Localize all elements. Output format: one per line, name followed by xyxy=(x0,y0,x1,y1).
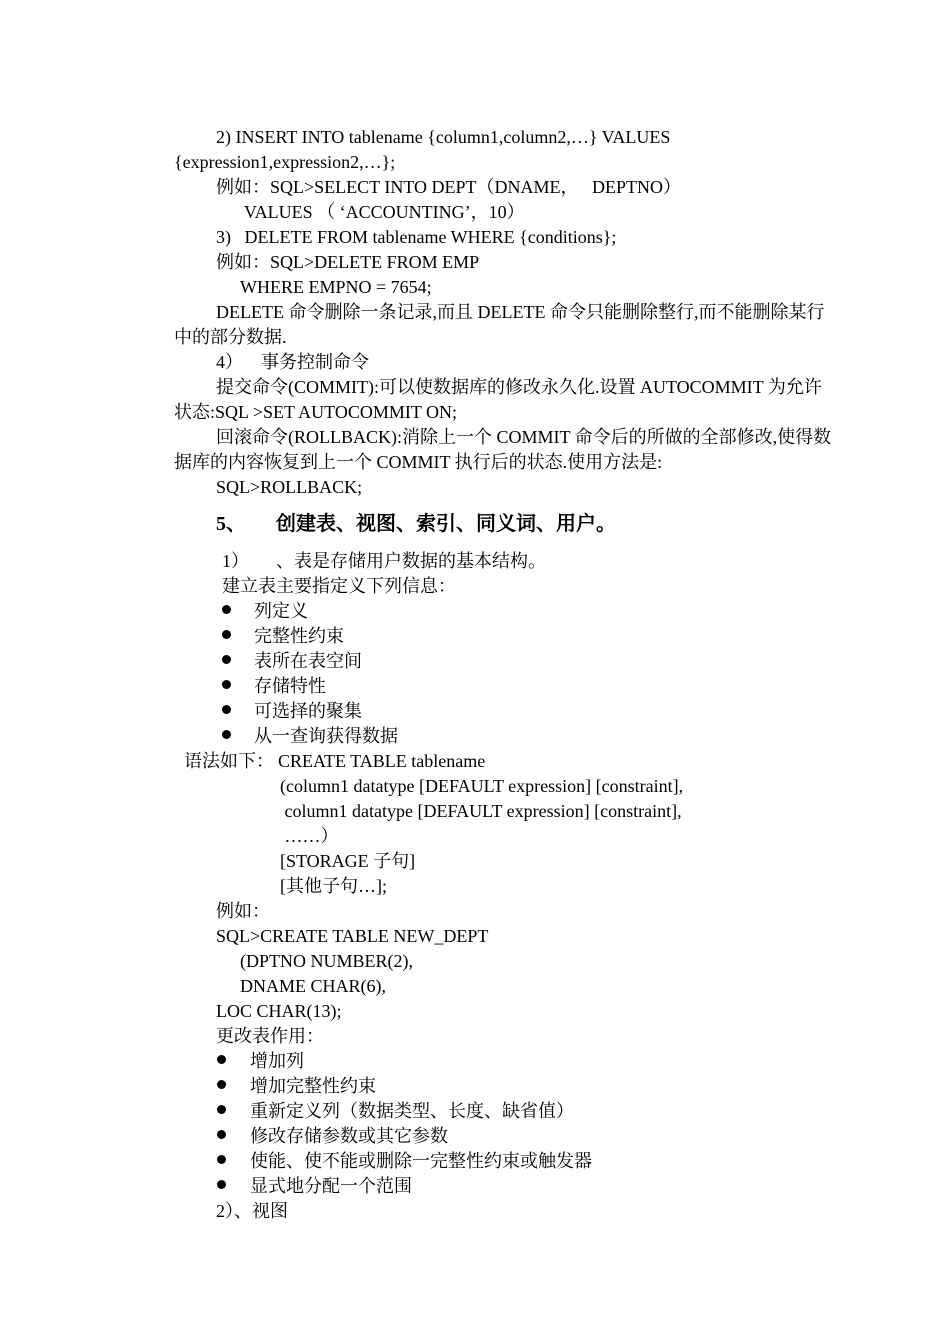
table-bullet-item: 从一查询获得数据 xyxy=(254,726,398,746)
syntax-line: [STORAGE 子句] xyxy=(280,851,416,871)
commit-description: 提交命令(COMMIT):可以使数据库的修改永久化.设置 AUTOCOMMIT 为允许 xyxy=(216,377,822,397)
view-heading: 2）、视图 xyxy=(216,1201,288,1221)
syntax-line: ……） xyxy=(280,826,339,846)
example-line: (DPTNO NUMBER(2), xyxy=(240,951,413,971)
alter-bullet-item: 修改存储参数或其它参数 xyxy=(250,1126,448,1146)
insert-syntax-line: 2) INSERT INTO tablename {column1,column2,…} VALUES xyxy=(216,127,671,147)
bullet-icon xyxy=(222,730,231,739)
table-bullet-item: 列定义 xyxy=(254,601,308,621)
bullet-icon xyxy=(222,680,231,689)
alter-bullet-item: 使能、使不能或删除一完整性约束或触发器 xyxy=(250,1151,592,1171)
bullet-icon xyxy=(217,1155,226,1164)
syntax-line: column1 datatype [DEFAULT expression] [constraint], xyxy=(280,801,682,821)
rollback-example: SQL>ROLLBACK; xyxy=(216,477,363,497)
table-bullet-item: 存储特性 xyxy=(254,676,326,696)
commit-description-continuation: 状态:SQL >SET AUTOCOMMIT ON; xyxy=(174,402,458,422)
syntax-label: 语法如下： xyxy=(184,751,274,771)
syntax-line: (column1 datatype [DEFAULT expression] [constraint], xyxy=(280,776,684,796)
table-intro: 1） 、表是存储用户数据的基本结构。 xyxy=(222,551,546,571)
bullet-icon xyxy=(222,605,231,614)
bullet-icon xyxy=(217,1055,226,1064)
bullet-icon xyxy=(217,1080,226,1089)
example-line: SQL>CREATE TABLE NEW_DEPT xyxy=(216,926,489,946)
example-label: 例如： xyxy=(216,901,270,921)
bullet-icon xyxy=(217,1105,226,1114)
alter-bullet-item: 显式地分配一个范围 xyxy=(250,1176,412,1196)
insert-syntax-continuation: {expression1,expression2,…}; xyxy=(174,152,396,172)
delete-description-continuation: 中的部分数据. xyxy=(174,327,287,347)
insert-example-line: 例如：SQL>SELECT INTO DEPT（DNAME， DEPTNO） xyxy=(216,177,681,197)
delete-example-line: 例如：SQL>DELETE FROM EMP xyxy=(216,252,480,272)
alter-bullet-item: 重新定义列（数据类型、长度、缺省值） xyxy=(250,1101,574,1121)
example-line: DNAME CHAR(6), xyxy=(240,976,386,996)
transaction-heading: 4） 事务控制命令 xyxy=(216,352,369,372)
delete-example-where: WHERE EMPNO = 7654; xyxy=(240,277,432,297)
bullet-icon xyxy=(217,1180,226,1189)
section-heading: 5、 创建表、视图、索引、同义词、用户。 xyxy=(216,513,616,535)
syntax-line: CREATE TABLE tablename xyxy=(278,751,486,771)
delete-syntax-line: 3) DELETE FROM tablename WHERE {conditions}; xyxy=(216,227,617,247)
bullet-icon xyxy=(222,655,231,664)
alter-label: 更改表作用： xyxy=(216,1026,324,1046)
table-bullet-item: 可选择的聚集 xyxy=(254,701,362,721)
syntax-line: [其他子句…]; xyxy=(280,876,387,896)
alter-bullet-item: 增加列 xyxy=(250,1051,304,1071)
table-info: 建立表主要指定义下列信息： xyxy=(222,576,456,596)
bullet-icon xyxy=(222,630,231,639)
delete-description: DELETE 命令删除一条记录,而且 DELETE 命令只能删除整行,而不能删除某行 xyxy=(216,302,825,322)
table-bullet-item: 完整性约束 xyxy=(254,626,344,646)
example-line: LOC CHAR(13); xyxy=(216,1001,342,1021)
table-bullet-item: 表所在表空间 xyxy=(254,651,362,671)
alter-bullet-item: 增加完整性约束 xyxy=(250,1076,376,1096)
insert-example-values: VALUES （ ‘ACCOUNTING’，10） xyxy=(244,202,525,222)
bullet-icon xyxy=(222,705,231,714)
rollback-description: 回滚命令(ROLLBACK):消除上一个 COMMIT 命令后的所做的全部修改,使得数 xyxy=(216,427,832,447)
rollback-description-continuation: 据库的内容恢复到上一个 COMMIT 执行后的状态.使用方法是: xyxy=(174,452,663,472)
bullet-icon xyxy=(217,1130,226,1139)
